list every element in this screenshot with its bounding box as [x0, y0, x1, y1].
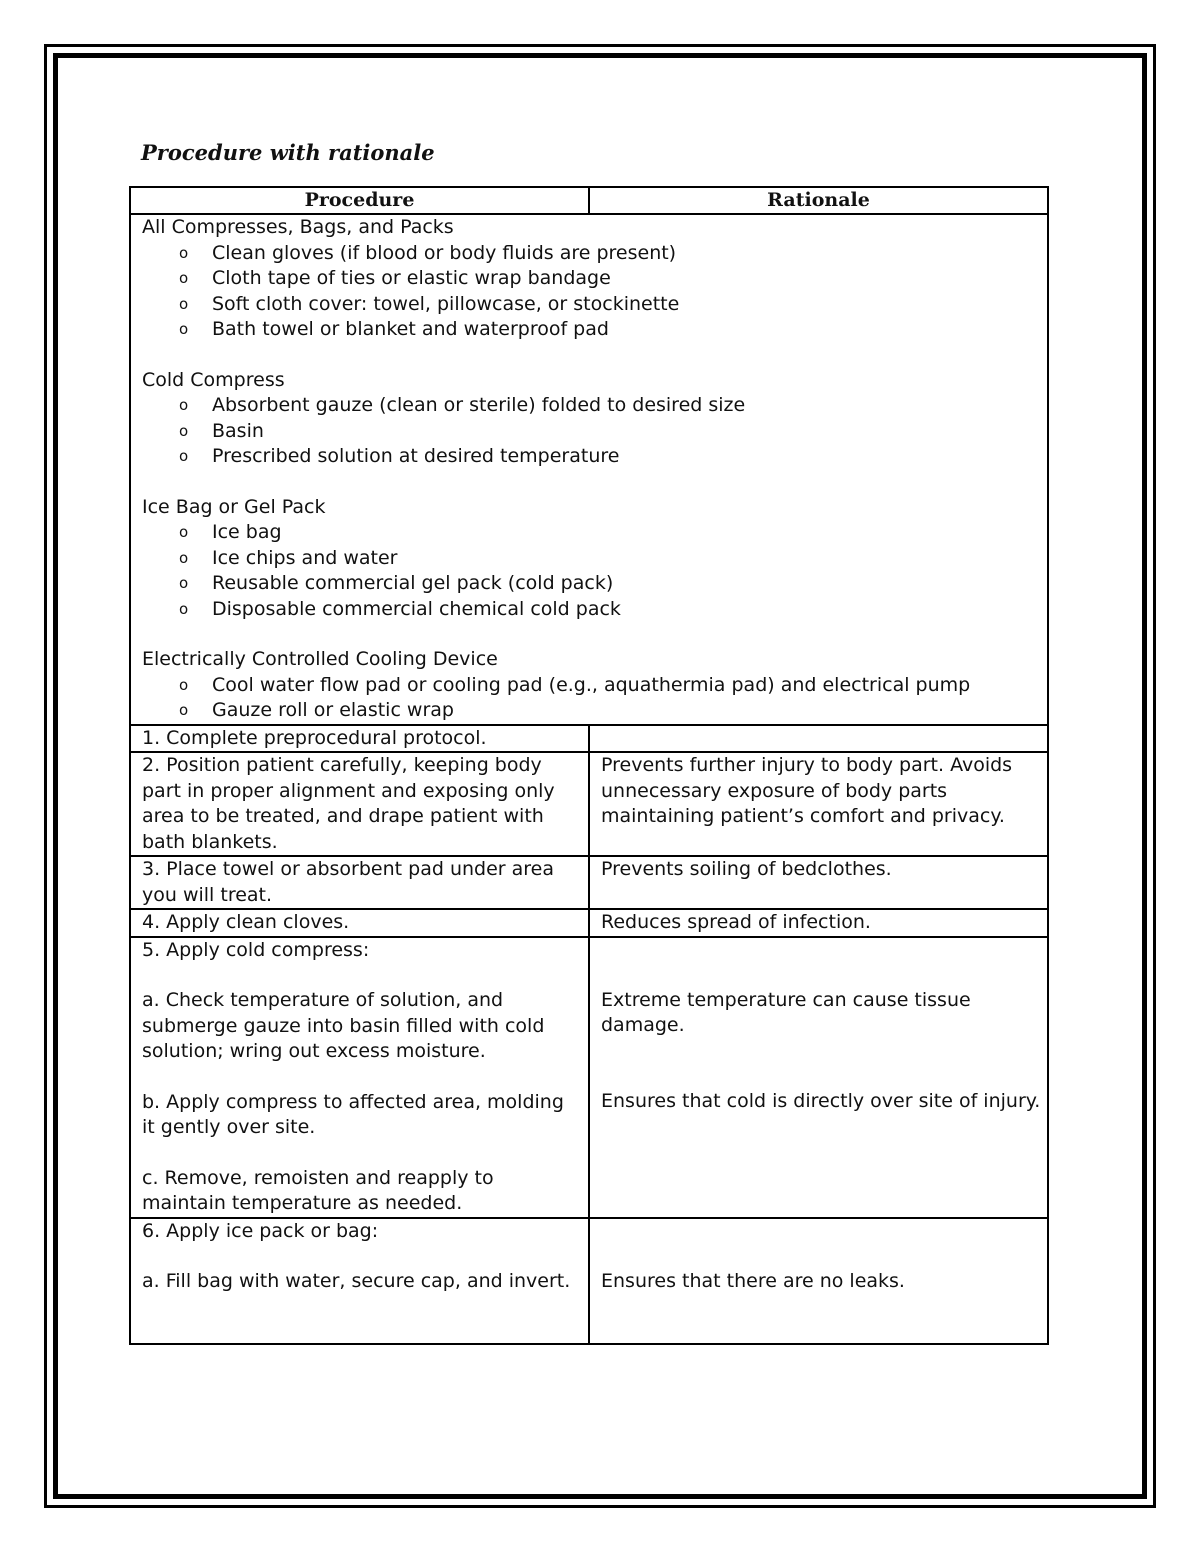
header-rationale: Rationale: [589, 187, 1048, 214]
step-5-procedure: [130, 937, 589, 1218]
equipment-cell: [130, 214, 1048, 725]
equipment-list: [142, 673, 1041, 724]
bullet-icon: o: [179, 269, 189, 287]
list-item: [142, 241, 1041, 267]
list-item: [142, 673, 1041, 699]
bullet-icon: o: [179, 447, 189, 465]
list-item: [142, 444, 1041, 470]
equipment-list: [142, 520, 1041, 622]
step-5b: b. Apply compress to affected area, molding it gently over site.: [142, 1090, 564, 1138]
list-item-text: Soft cloth cover: towel, pillowcase, or stockinette: [212, 292, 680, 315]
table-row: [130, 856, 1048, 909]
list-item-text: Bath towel or blanket and waterproof pad: [212, 318, 609, 340]
list-item: [142, 266, 1041, 292]
step-1-procedure: 1. Complete preprocedural protocol.: [130, 725, 589, 753]
step-5a-rationale: Extreme temperature can cause tissue damage.: [601, 988, 971, 1036]
step-6a-rationale: Ensures that there are no leaks.: [601, 1269, 905, 1292]
step-6a: a. Fill bag with water, secure cap, and invert.: [142, 1270, 571, 1292]
bullet-icon: o: [179, 421, 189, 440]
table-row: [130, 1218, 1048, 1344]
bullet-icon: o: [179, 523, 189, 541]
equipment-group: [142, 647, 1041, 724]
table-row: [130, 937, 1048, 1218]
bullet-icon: o: [179, 599, 189, 618]
spacer: [142, 963, 582, 988]
list-item-text: Cloth tape of ties or elastic wrap bandage: [212, 267, 611, 289]
list-item: [142, 698, 1041, 724]
list-item: [142, 317, 1041, 343]
list-item-text: Ice chips and water: [212, 546, 398, 569]
list-item: [142, 546, 1041, 572]
bullet-icon: o: [179, 243, 189, 262]
list-item: [142, 393, 1041, 419]
list-item: [142, 419, 1041, 445]
equipment-group: [142, 215, 1041, 343]
step-3-rationale: Prevents soiling of bedclothes.: [589, 856, 1048, 909]
bullet-icon: o: [179, 320, 189, 338]
step-1-rationale: [589, 725, 1048, 753]
table-header-row: [130, 187, 1048, 214]
spacer: [142, 1065, 582, 1090]
equipment-list: [142, 393, 1041, 470]
equipment-group: [142, 368, 1041, 470]
table-row: [130, 909, 1048, 937]
list-item: [142, 571, 1041, 597]
list-item-text: Ice bag: [212, 521, 282, 543]
equipment-list: [142, 241, 1041, 343]
step-2-procedure: 2. Position patient carefully, keeping body part in proper alignment and exposing only area to be treated, and drape patient with bath blankets.: [130, 752, 589, 856]
list-item-text: Disposable commercial chemical cold pack: [212, 597, 621, 620]
step-5-heading: 5. Apply cold compress:: [142, 938, 370, 961]
list-item-text: Absorbent gauze (clean or sterile) folded to desired size: [212, 394, 746, 416]
document-title: Procedure with rationale: [141, 140, 435, 165]
bullet-icon: o: [179, 675, 189, 694]
step-5b-rationale: Ensures that cold is directly over site of injury.: [601, 1089, 1041, 1112]
spacer: [142, 1141, 582, 1166]
equipment-group: [142, 495, 1041, 623]
list-item: [142, 520, 1041, 546]
list-item-text: Gauze roll or elastic wrap: [212, 699, 454, 721]
spacer: [142, 1244, 582, 1269]
list-item-text: Prescribed solution at desired temperature: [212, 445, 620, 467]
step-4-rationale: Reduces spread of infection.: [589, 909, 1048, 937]
step-2-rationale: Prevents further injury to body part. Avoids unnecessary exposure of body parts maintaining patient’s comfort and privacy.: [589, 752, 1048, 856]
spacer: [601, 938, 1041, 988]
header-procedure: Procedure: [130, 187, 589, 214]
list-item-text: Cool water flow pad or cooling pad (e.g., aquathermia pad) and electrical pump: [212, 673, 971, 696]
table-row: [130, 725, 1048, 753]
bullet-icon: o: [179, 574, 189, 592]
step-6-rationale: [589, 1218, 1048, 1344]
equipment-group-heading: Ice Bag or Gel Pack: [142, 495, 326, 518]
step-5c: c. Remove, remoisten and reapply to maintain temperature as needed.: [142, 1166, 494, 1214]
equipment-group-heading: All Compresses, Bags, and Packs: [142, 216, 454, 238]
table-row: [130, 752, 1048, 856]
list-item-text: Clean gloves (if blood or body fluids are present): [212, 241, 677, 264]
equipment-group-heading: Cold Compress: [142, 368, 285, 391]
equipment-group-heading: Electrically Controlled Cooling Device: [142, 648, 498, 670]
step-6-heading: 6. Apply ice pack or bag:: [142, 1219, 379, 1242]
bullet-icon: o: [179, 701, 189, 719]
spacer: [601, 1039, 1041, 1089]
bullet-icon: o: [179, 396, 189, 414]
equipment-row: [130, 214, 1048, 725]
step-4-procedure: 4. Apply clean cloves.: [130, 909, 589, 937]
list-item-text: Basin: [212, 419, 264, 442]
procedure-table: [129, 186, 1049, 1345]
bullet-icon: o: [179, 294, 189, 313]
step-5a: a. Check temperature of solution, and submerge gauze into basin filled with cold solution; wring out excess moisture.: [142, 989, 545, 1062]
list-item: [142, 597, 1041, 623]
step-3-procedure: 3. Place towel or absorbent pad under area you will treat.: [130, 856, 589, 909]
list-item: [142, 292, 1041, 318]
step-6-procedure: [130, 1218, 589, 1344]
bullet-icon: o: [179, 548, 189, 567]
spacer: [601, 1219, 1041, 1269]
list-item-text: Reusable commercial gel pack (cold pack): [212, 572, 614, 594]
step-5-rationale: [589, 937, 1048, 1218]
